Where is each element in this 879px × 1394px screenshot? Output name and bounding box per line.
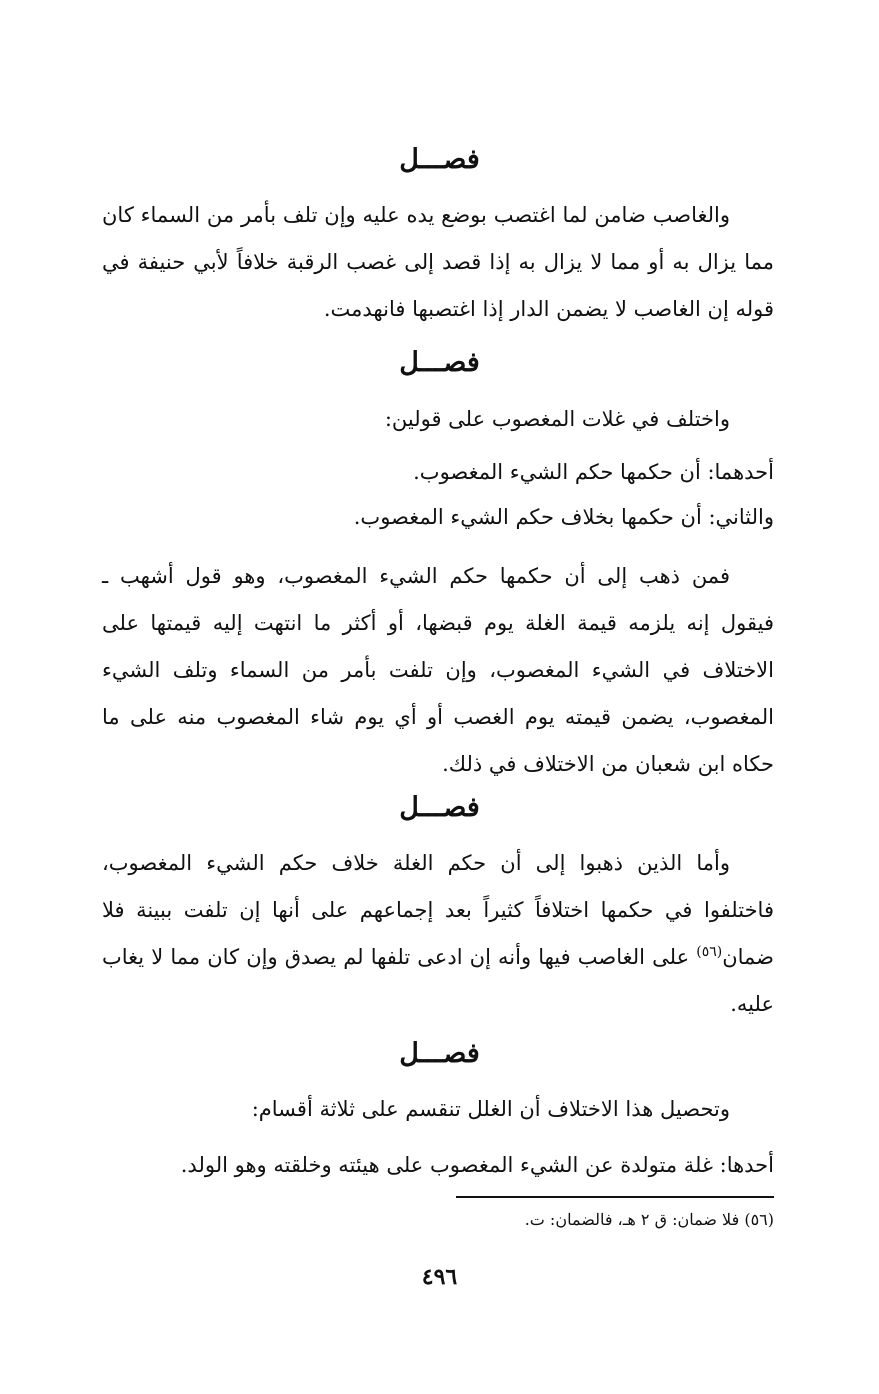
- footnote-reference: (٥٦): [696, 944, 723, 960]
- footnote: (٥٦) فلا ضمان: ق ٢ هـ، فالضمان: ت.: [524, 1210, 774, 1229]
- paragraph-text-start: وأما الذين ذهبوا إلى أن حكم الغلة خلاف حكم الشيء المغصوب، فاختلفوا في حكمها اختلافاً كثيراً بعد إجماعهم على أنها إن تلفت ببينة فلا ضمان: [102, 851, 774, 969]
- section-heading: فصـــل: [399, 144, 480, 175]
- list-item: أحدها: غلة متولدة عن الشيء المغصوب على هيئته وخلقته وهو الولد.: [180, 1153, 774, 1177]
- paragraph: [102, 192, 774, 333]
- page-number: ٤٩٦: [421, 1264, 458, 1290]
- paragraph-text: فمن ذهب إلى أن حكمها حكم الشيء المغصوب، وهو قول أشهب ـ فيقول إنه يلزمه قيمة الغلة يوم قبضها، أو أكثر ما انتهت إليه قيمتها على الاختلاف في الشيء المغصوب، وإن تلفت بأمر من السماء وتلف الشيء المغصوب، يضمن قيمته يوم الغصب أو أي يوم شاء المغصوب منه على ما حكاه ابن شعبان من الاختلاف في ذلك.: [102, 564, 774, 776]
- list-item: أحدهما: أن حكمها حكم الشيء المغصوب.: [413, 460, 774, 484]
- paragraph-text: والغاصب ضامن لما اغتصب بوضع يده عليه وإن تلف بأمر من السماء كان مما يزال به أو مما لا يزال به إذا قصد إلى غصب الرقبة خلافاً لأبي حنيفة في قوله إن الغاصب لا يضمن الدار إذا اغتصبها فانهدمت.: [102, 203, 774, 321]
- paragraph: [102, 840, 774, 1028]
- section-heading: فصـــل: [399, 792, 480, 823]
- section-heading: فصـــل: [399, 347, 480, 378]
- list-item: والثاني: أن حكمها بخلاف حكم الشيء المغصوب.: [353, 505, 774, 529]
- paragraph-text-end: على الغاصب فيها وأنه إن ادعى تلفها لم يصدق وإن كان مما لا يغاب عليه.: [102, 945, 774, 1016]
- paragraph: [102, 553, 774, 788]
- intro-line: وتحصيل هذا الاختلاف أن الغلل تنقسم على ثلاثة أقسام:: [251, 1097, 730, 1121]
- footnote-divider: [456, 1196, 774, 1198]
- intro-line: واختلف في غلات المغصوب على قولين:: [384, 407, 730, 431]
- section-heading: فصـــل: [399, 1038, 480, 1069]
